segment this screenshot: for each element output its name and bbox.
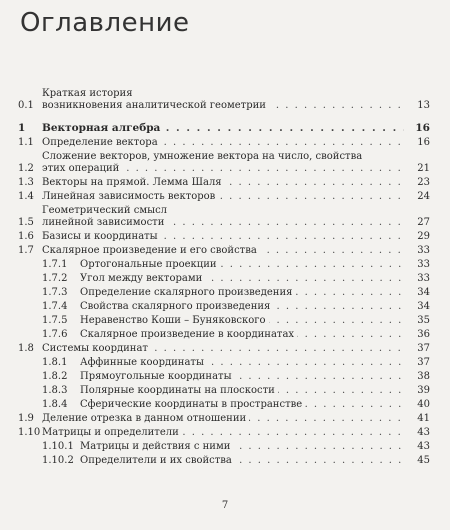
toc-entry [18,301,430,313]
toc-entry-number: 1.10.1 [42,441,74,452]
toc-entry [18,205,430,229]
toc-entry-page: 21 [404,163,430,175]
toc-entry-number: 1.5 [18,217,34,228]
toc-entry-page: 23 [404,177,430,189]
toc-entry-number: 1.7.5 [42,315,68,326]
toc-entry-page: 34 [404,301,430,313]
toc-entry-number: 1.7 [18,245,34,256]
toc-entry-page: 36 [404,329,430,341]
toc-entry [18,177,430,189]
toc-entry-page: 39 [404,385,430,397]
toc-entry [18,191,430,203]
toc-entry [18,385,430,397]
toc-entry-title: Полярные координаты на плоскости [80,385,278,396]
toc-entry-number: 1.7.6 [42,329,68,340]
toc-entry-title: Скалярное произведение и его свойства [42,245,260,256]
toc-entry-page: 16 [404,122,430,134]
toc-entry [18,88,430,112]
toc-entry-title: Прямоугольные координаты [80,371,235,382]
toc-entry [18,273,430,285]
toc-entry [18,315,430,327]
toc-entry [18,245,430,257]
toc-entry-number: 1.7.1 [42,259,68,270]
toc-entry-title: Угол между векторами [80,273,205,284]
toc-entry-title: Геометрический смысл [42,205,168,216]
toc-entry-title: Линейная зависимость векторов [42,191,218,202]
toc-entry-number: 1.7.2 [42,273,68,284]
toc-entry-title: Матрицы и определители [42,427,182,438]
toc-entry-page: 13 [404,100,430,112]
toc-entry-number: 1.7.3 [42,287,68,298]
toc-entry-page: 37 [404,357,430,369]
toc-entry-title: Векторы на прямой. Лемма Шаля [42,177,225,188]
toc-entry [18,427,430,439]
toc-entry-number: 1.1 [18,137,34,148]
toc-entry-number: 1 [18,122,26,134]
toc-entry-title: Векторная алгебра [42,122,163,134]
toc-entry-number: 1.9 [18,413,34,424]
toc-entry-page: 45 [404,455,430,467]
toc-entry-number: 0.1 [18,100,34,111]
table-of-contents [18,88,430,469]
toc-entry-title: Сложение векторов, умножение вектора на число, свойства [42,151,363,162]
toc-entry-page: 43 [404,441,430,453]
toc-entry [18,371,430,383]
toc-entry [18,329,430,341]
toc-entry-number: 1.4 [18,191,34,202]
toc-entry [18,441,430,453]
toc-entry-title: Неравенство Коши – Буняковского [80,315,269,326]
toc-entry [18,259,430,271]
toc-entry [18,151,430,175]
toc-entry-number: 1.3 [18,177,34,188]
toc-entry [18,357,430,369]
toc-entry [18,455,430,467]
toc-entry [18,287,430,299]
toc-entry-title-continuation: возникновения аналитической геометрии [42,100,269,111]
page-title: Оглавление [20,8,190,38]
toc-entry [18,413,430,425]
toc-entry [18,399,430,411]
toc-chapter-entry [18,122,430,134]
toc-entry-page: 40 [404,399,430,411]
toc-entry-page: 16 [404,137,430,149]
toc-entry-title: Определение вектора [42,137,161,148]
toc-entry-page: 37 [404,343,430,355]
toc-entry-title: Деление отрезка в данном отношении [42,413,249,424]
toc-entry-number: 1.10 [18,427,41,438]
toc-entry-number: 1.2 [18,163,34,174]
toc-entry-number: 1.8.4 [42,399,68,410]
toc-entry-number: 1.7.4 [42,301,68,312]
toc-entry-page: 33 [404,245,430,257]
toc-entry-page: 41 [404,413,430,425]
toc-entry-number: 1.8.1 [42,357,68,368]
page-number: 7 [221,500,229,511]
toc-entry-page: 33 [404,273,430,285]
toc-entry-title: Свойства скалярного произведения [80,301,273,312]
toc-entry-title: Определители и их свойства [80,455,235,466]
toc-entry-title: Краткая история [42,88,133,99]
toc-entry [18,137,430,149]
toc-entry-number: 1.8.2 [42,371,68,382]
toc-entry-title: Ортогональные проекции [80,259,220,270]
toc-entry-page: 38 [404,371,430,383]
toc-entry-page: 27 [404,217,430,229]
toc-entry-page: 34 [404,287,430,299]
toc-entry-page: 35 [404,315,430,327]
toc-entry-number: 1.8 [18,343,34,354]
toc-entry-title: Аффинные координаты [80,357,207,368]
toc-entry-title: Системы координат [42,343,151,354]
toc-entry-title: Базисы и координаты [42,231,161,242]
toc-entry-title-continuation: этих операций [42,163,122,174]
toc-entry-number: 1.6 [18,231,34,242]
toc-entry-page: 43 [404,427,430,439]
toc-entry [18,343,430,355]
toc-entry-number: 1.8.3 [42,385,68,396]
toc-entry-number: 1.10.2 [42,455,74,466]
toc-entry-title-continuation: линейной зависимости [42,217,167,228]
toc-entry-title: Матрицы и действия с ними [80,441,233,452]
toc-entry-page: 33 [404,259,430,271]
toc-entry-title: Скалярное произведение в координатах [80,329,297,340]
toc-entry-page: 24 [404,191,430,203]
toc-entry-title: Сферические координаты в пространстве [80,399,305,410]
toc-entry [18,231,430,243]
toc-entry-page: 29 [404,231,430,243]
toc-entry-title: Определение скалярного произведения [80,287,295,298]
